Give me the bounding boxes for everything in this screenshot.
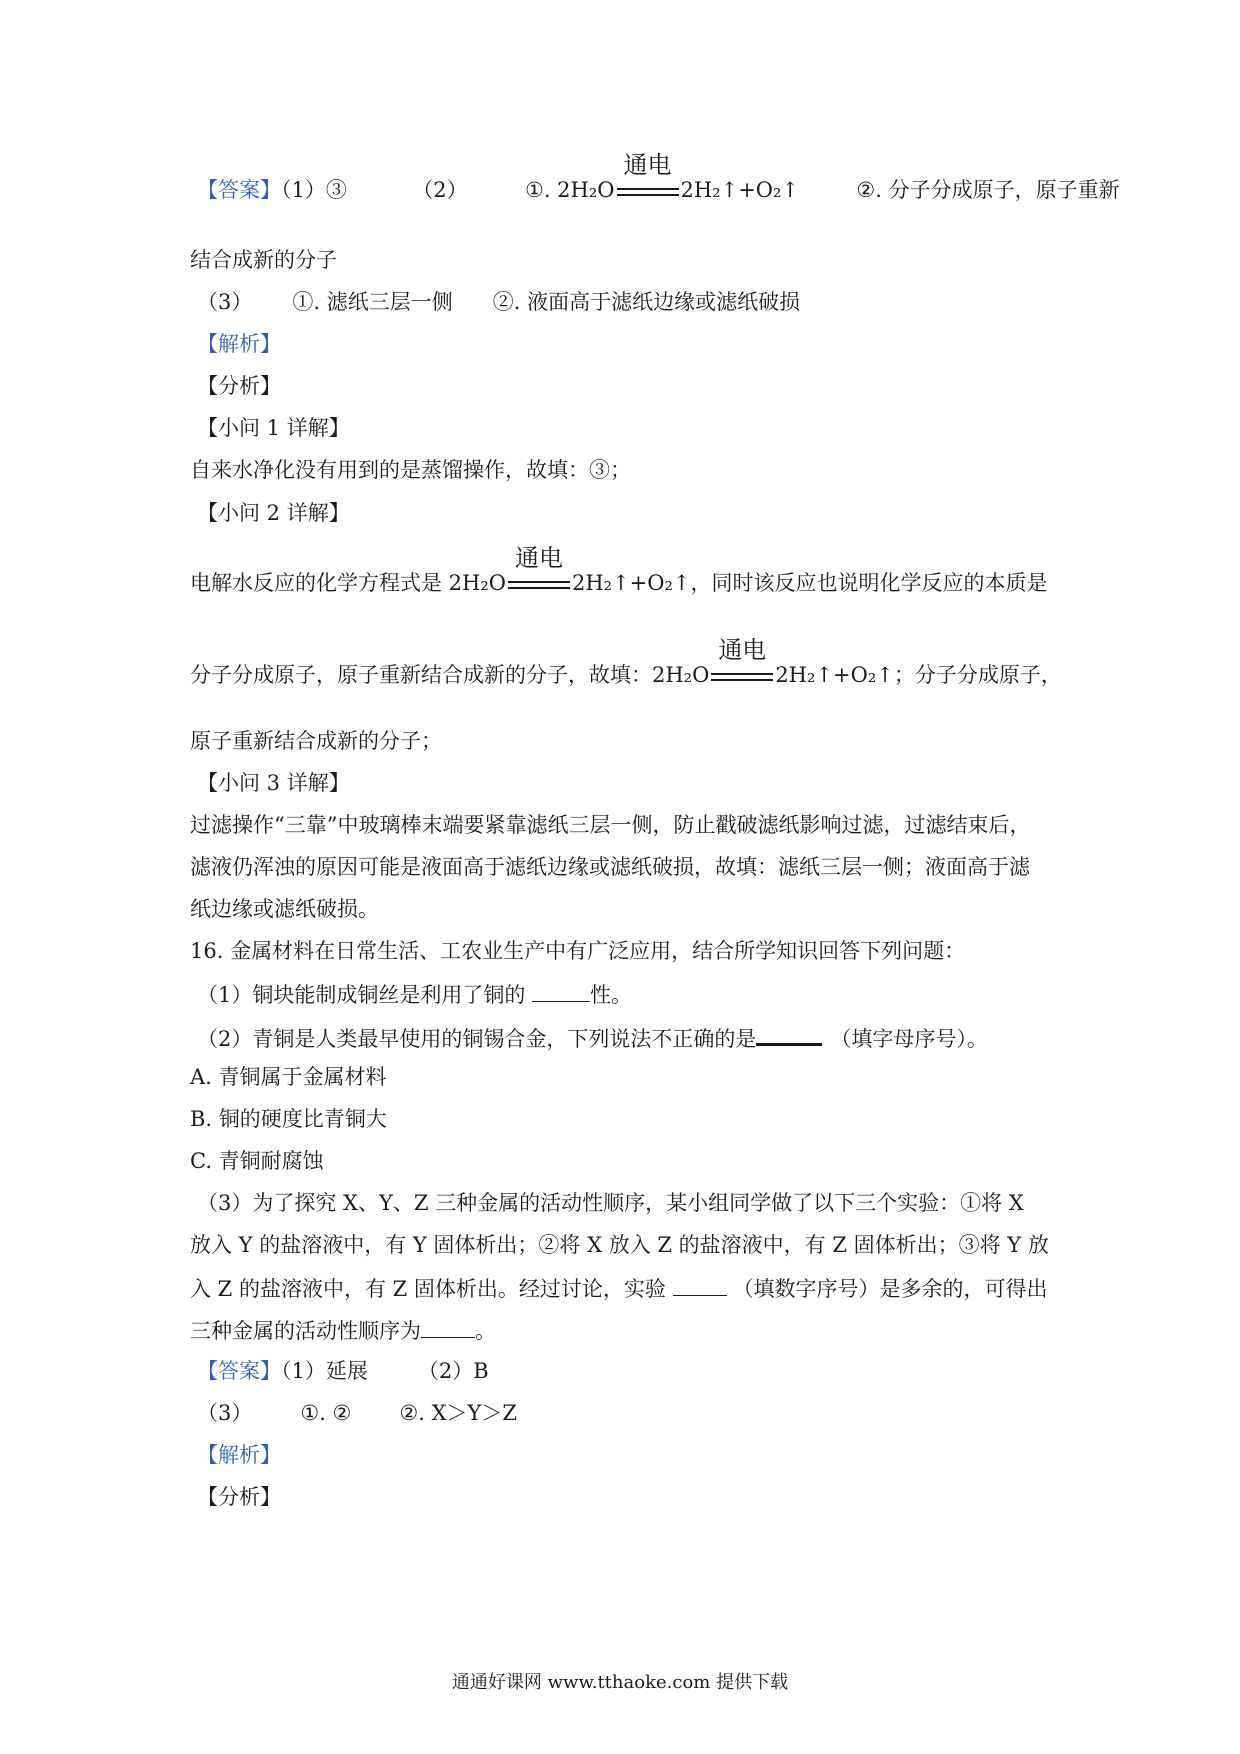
answer-label: 【答案】 — [197, 178, 281, 202]
question-16-part-2: （2）青铜是人类最早使用的铜锡合金，下列说法不正确的是 （填字母序号）。 — [197, 1027, 988, 1051]
answer-blank — [673, 1277, 727, 1296]
subquestion-1-body: 自来水净化没有用到的是蒸馏操作，故填：③； — [190, 458, 631, 482]
question-16-stem: 16. 金属材料在日常生活、工农业生产中有广泛应用，结合所学知识回答下列问题： — [190, 939, 966, 963]
subquestion-2-line-1: 电解水反应的化学方程式是 2H₂O 通电 2H₂↑+O₂↑，同时该反应也说明化学反应的本质是 — [190, 543, 1048, 595]
reaction-double-bar — [508, 543, 570, 590]
fenxi-label: 【分析】 — [197, 1485, 281, 1509]
option-b: B. 铜的硬度比青铜大 — [190, 1107, 387, 1131]
subquestion-2-line-3: 原子重新结合成新的分子； — [190, 729, 442, 753]
answer-blank — [421, 1319, 475, 1338]
question-16-part-3-line-2: 放入 Y 的盐溶液中，有 Y 固体析出；②将 X 放入 Z 的盐溶液中，有 Z 固体析出；③将 Y 放 — [190, 1233, 1049, 1257]
fenxi-label: 【分析】 — [197, 374, 281, 398]
answer-15-line — [197, 150, 1120, 202]
subquestion-3-line-2: 滤液仍浑浊的原因可能是液面高于滤纸边缘或滤纸破损，故填：滤纸三层一侧；液面高于滤 — [190, 855, 1030, 879]
answer-15-part-3: （3） ①. 滤纸三层一侧 ②. 液面高于滤纸边缘或滤纸破损 — [197, 290, 801, 314]
subquestion-1-head: 【小问 1 详解】 — [197, 416, 350, 440]
answer-blank — [532, 983, 590, 1002]
question-16-part-1: （1）铜块能制成铜丝是利用了铜的 性。 — [197, 983, 633, 1007]
option-c: C. 青铜耐腐蚀 — [190, 1149, 324, 1173]
subquestion-3-line-1: 过滤操作“三靠”中玻璃棒末端要紧靠滤纸三层一侧，防止戳破滤纸影响过滤，过滤结束后， — [190, 813, 1031, 837]
answer-blank — [756, 1025, 822, 1046]
reaction-condition: 通电 — [718, 635, 767, 664]
subquestion-2-head: 【小问 2 详解】 — [197, 501, 350, 525]
answer-15-cont: 结合成新的分子 — [190, 248, 337, 272]
question-16-part-3-line-4: 三种金属的活动性顺序为 。 — [190, 1319, 496, 1343]
answer-16-part-3: （3） ①. ② ②. X＞Y＞Z — [197, 1401, 517, 1425]
answer-part-1: （1）③ — [281, 178, 347, 202]
question-16-part-3-line-3: 入 Z 的盐溶液中，有 Z 固体析出。经过讨论，实验 （填数字序号）是多余的，可得出 — [190, 1277, 1048, 1301]
reaction-condition: 通电 — [514, 543, 563, 572]
subquestion-3-line-3: 纸边缘或滤纸破损。 — [190, 897, 379, 921]
reaction-double-bar — [617, 150, 679, 197]
question-16-part-3-line-1: （3）为了探究 X、Y、Z 三种金属的活动性顺序，某小组同学做了以下三个实验：①将 X — [197, 1191, 1024, 1215]
answer-16-line: 【答案】（1）延展 （2）B — [197, 1359, 489, 1383]
analysis-label: 【解析】 — [197, 1443, 281, 1467]
reaction-condition: 通电 — [623, 150, 672, 179]
subquestion-3-head: 【小问 3 详解】 — [197, 771, 350, 795]
equation: ①. 2H₂O 通电 2H₂↑+O₂↑ — [525, 150, 800, 202]
subquestion-2-line-2: 分子分成原子，原子重新结合成新的分子，故填：2H₂O 通电 2H₂↑+O₂↑；分子分成原子， — [190, 635, 1062, 687]
page-footer: 通通好课网 www.tthaoke.com 提供下载 — [451, 1672, 789, 1693]
analysis-label: 【解析】 — [197, 332, 281, 356]
answer-label: 【答案】 — [197, 1359, 281, 1383]
reaction-double-bar — [711, 635, 773, 682]
option-a: A. 青铜属于金属材料 — [190, 1065, 387, 1089]
answer-part-2b: ②. 分子分成原子，原子重新 — [856, 178, 1120, 202]
answer-part-2: （2） — [412, 178, 468, 202]
